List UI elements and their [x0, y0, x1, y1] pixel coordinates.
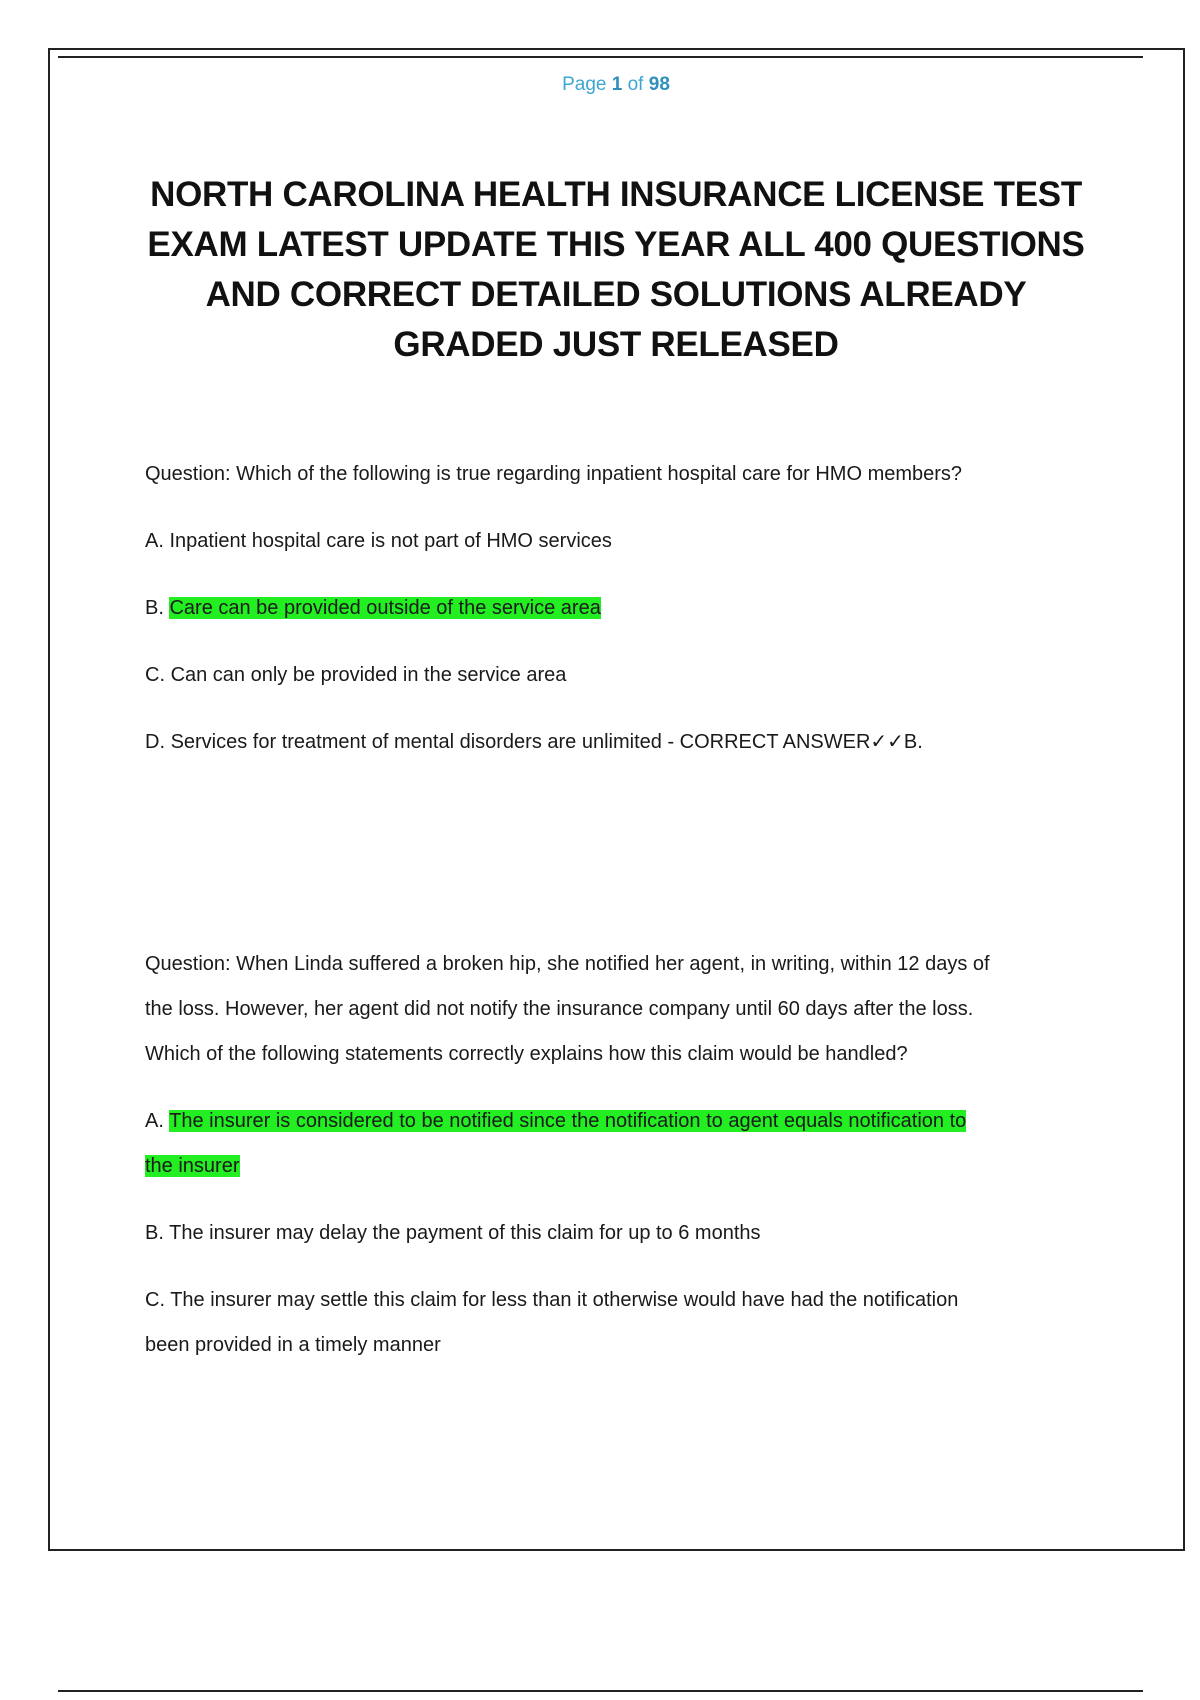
- page-total: 98: [648, 74, 670, 95]
- question-block-2: [145, 942, 1095, 1368]
- question-text-line-2: the loss. However, her agent did not notify the insurance company until 60 days after the loss.: [145, 998, 974, 1020]
- page-separator: of: [627, 74, 644, 95]
- question-text-line-1: Question: When Linda suffered a broken hip, she notified her agent, in writing, within 12 days of: [145, 953, 990, 975]
- option-text-line-1: The insurer may settle this claim for less than it otherwise would have had the notification: [170, 1289, 959, 1311]
- option-prefix: A.: [145, 1110, 164, 1132]
- page-indicator: [0, 74, 1200, 96]
- answer-option-d: [145, 720, 1095, 765]
- answer-option-c: [145, 653, 1095, 698]
- next-page-rule: [58, 1690, 1143, 1692]
- option-text: Services for treatment of mental disorders are unlimited - CORRECT ANSWER✓✓B.: [170, 731, 923, 753]
- page-current: 1: [611, 74, 623, 95]
- answer-option-a: [145, 519, 1095, 564]
- answer-option-b: [145, 1211, 1095, 1256]
- option-prefix: C.: [145, 664, 165, 686]
- answer-option-c-continued: been provided in a timely manner: [145, 1334, 441, 1356]
- answer-option-c: [145, 1278, 1095, 1323]
- question-text: Question: Which of the following is true regarding inpatient hospital care for HMO members?: [145, 463, 963, 485]
- answer-option-a: [145, 1099, 1095, 1144]
- question-text-line-3: Which of the following statements correctly explains how this claim would be handled?: [145, 1043, 908, 1065]
- option-prefix: B.: [145, 1222, 164, 1244]
- option-prefix: A.: [145, 530, 164, 552]
- highlighted-correct-answer-line-2: the insurer: [145, 1155, 240, 1177]
- header-rule: [58, 56, 1143, 58]
- highlighted-correct-answer: Care can be provided outside of the service area: [169, 597, 601, 619]
- option-text: Inpatient hospital care is not part of HMO services: [169, 530, 612, 552]
- highlighted-correct-answer-line-1: The insurer is considered to be notified since the notification to agent equals notification to: [169, 1110, 967, 1132]
- option-text: Can can only be provided in the service area: [170, 664, 567, 686]
- answer-option-b: [145, 586, 1095, 631]
- option-prefix: C.: [145, 1289, 165, 1311]
- option-text: The insurer may delay the payment of this claim for up to 6 months: [169, 1222, 761, 1244]
- option-prefix: B.: [145, 597, 164, 619]
- answer-option-a-continued: [145, 1144, 1095, 1189]
- option-prefix: D.: [145, 731, 165, 753]
- document-title: NORTH CAROLINA HEALTH INSURANCE LICENSE TEST EXAM LATEST UPDATE THIS YEAR ALL 400 QUESTIONS AND CORRECT DETAILED SOLUTIONS ALREADY GRADED JUST RELEASED: [147, 175, 1085, 364]
- question-block-1: [145, 452, 1095, 765]
- page-prefix: Page: [562, 74, 607, 95]
